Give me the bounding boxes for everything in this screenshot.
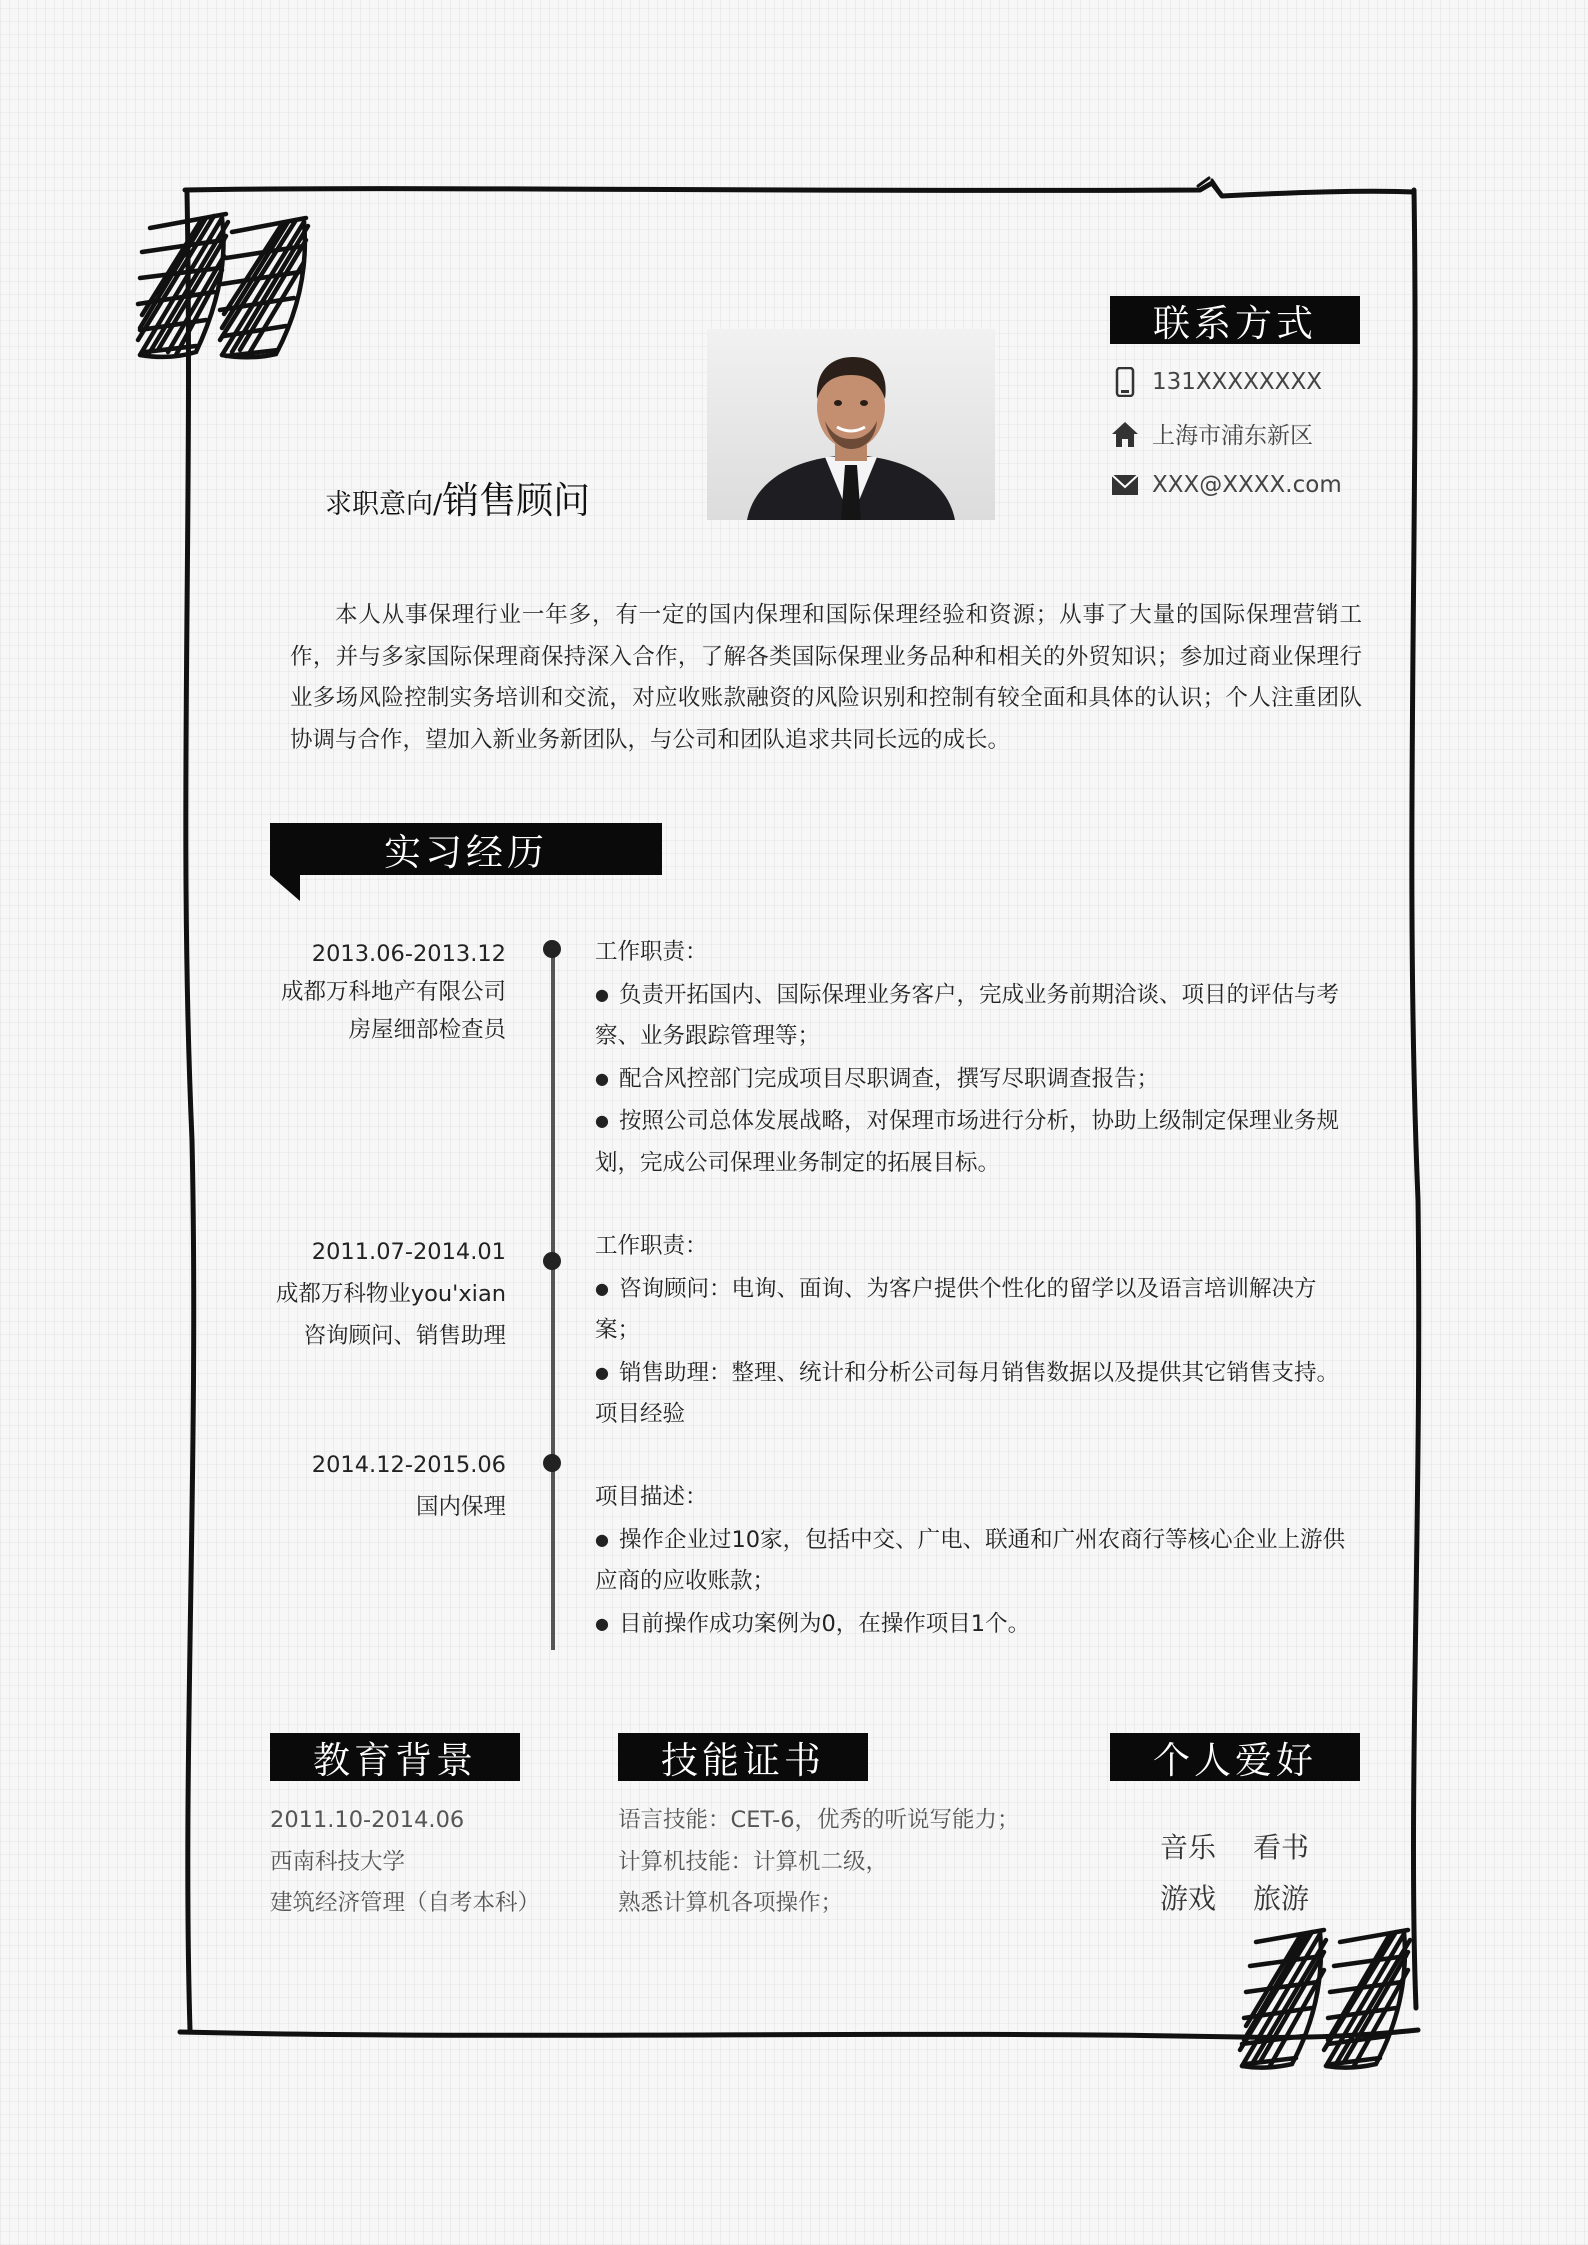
profile-photo [707,329,995,520]
hobby-item: 音乐 [1160,1831,1217,1864]
entry-role: 房屋细部检查员 [348,1017,506,1043]
skill-item: 语言技能：CET-6，优秀的听说写能力； [618,1807,1020,1833]
entry-bullet: ● 咨询顾问：电询、面询、为客户提供个性化的留学以及语言培训解决方案； [595,1268,1355,1352]
experience-detail-2 [595,1226,1355,1436]
contact-address-row [1110,417,1313,450]
entry-bullet: ● 操作企业过10家，包括中交、广电、联通和广州农商行等核心企业上游供应商的应收账款； [595,1519,1355,1603]
experience-meta-3 [312,1444,506,1528]
entry-footer: 项目经验 [595,1401,686,1427]
timeline-dot [543,1454,561,1472]
entry-period: 2013.06-2013.12 [311,941,506,967]
contact-phone: 131XXXXXXXX [1152,369,1322,395]
contact-email: XXX@XXXX.com [1152,472,1342,498]
self-summary: 本人从事保理行业一年多，有一定的国内保理和国际保理经验和资源；从事了大量的国际保理营销工作，并与多家国际保理商保持深入合作，了解各类国际保理业务品种和相关的外贸知识；参加过商业保理行业多场风险控制实务培训和交流，对应收账款融资的风险识别和控制有较全面和具体的认识；个人注重团队协调与合作，望加入新业务新团队，与公司和团队追求共同长远的成长。 [290,602,1362,753]
contact-phone-row [1110,367,1322,397]
phone-icon [1110,367,1140,397]
skill-item: 计算机技能：计算机二级， [618,1848,889,1875]
entry-bullet: ● 按照公司总体发展战略，对保理市场进行分析，协助上级制定保理业务规划，完成公司保理业务制定的拓展目标。 [595,1100,1355,1184]
experience-meta-2 [276,1231,506,1357]
entry-period: 2011.07-2014.01 [311,1239,506,1265]
experience-detail-1 [595,932,1355,1184]
experience-detail-3 [595,1477,1355,1645]
education-header: 教育背景 [270,1733,520,1781]
mail-icon [1110,470,1140,500]
objective-value: 销售顾问 [442,479,591,522]
portrait-image [707,329,995,520]
timeline-dot [543,940,561,958]
education-details [270,1800,540,1925]
home-icon [1110,419,1140,449]
entry-heading: 工作职责： [595,939,708,965]
entry-bullet: ● 销售助理：整理、统计和分析公司每月销售数据以及提供其它销售支持。 [595,1352,1355,1395]
entry-bullet: ● 目前操作成功案例为0，在操作项目1个。 [595,1603,1355,1646]
header-fold-tab [270,875,302,903]
experience-meta-1 [281,935,506,1049]
entry-bullet: ● 负责开拓国内、国际保理业务客户，完成业务前期洽谈、项目的评估与考察、业务跟踪管理等； [595,974,1355,1058]
contact-address: 上海市浦东新区 [1152,423,1313,449]
entry-role: 咨询顾问、销售助理 [303,1323,506,1349]
quote-scribble-top-left [138,214,308,357]
skills-header: 技能证书 [618,1733,868,1781]
contact-email-row [1110,470,1342,500]
entry-heading: 工作职责： [595,1233,708,1259]
contact-header: 联系方式 [1110,296,1360,344]
entry-period: 2014.12-2015.06 [311,1452,506,1478]
experience-header: 实习经历 [270,823,662,875]
skills-details [618,1800,1020,1925]
hobbies-header: 个人爱好 [1110,1733,1360,1781]
quote-scribble-bottom-right [1240,1930,1410,2068]
objective-label: 求职意向/ [325,489,443,520]
skill-item: 熟悉计算机各项操作； [618,1890,844,1916]
hobby-item: 看书 [1253,1831,1310,1864]
timeline-dot [543,1252,561,1270]
job-objective [325,470,590,524]
education-school: 西南科技大学 [270,1848,406,1875]
entry-company: 成都万科地产有限公司 [280,979,506,1005]
education-major: 建筑经济管理（自考本科） [270,1890,541,1916]
hobby-item: 旅游 [1253,1882,1310,1915]
entry-bullet: ● 配合风控部门完成项目尽职调查，撰写尽职调查报告； [595,1058,1355,1101]
hobby-item: 游戏 [1160,1882,1217,1915]
education-period: 2011.10-2014.06 [270,1807,465,1833]
entry-company: 国内保理 [415,1494,506,1520]
entry-company: 成都万科物业you'xian [275,1281,506,1307]
timeline-line [551,950,555,1650]
entry-heading: 项目描述： [595,1484,708,1510]
